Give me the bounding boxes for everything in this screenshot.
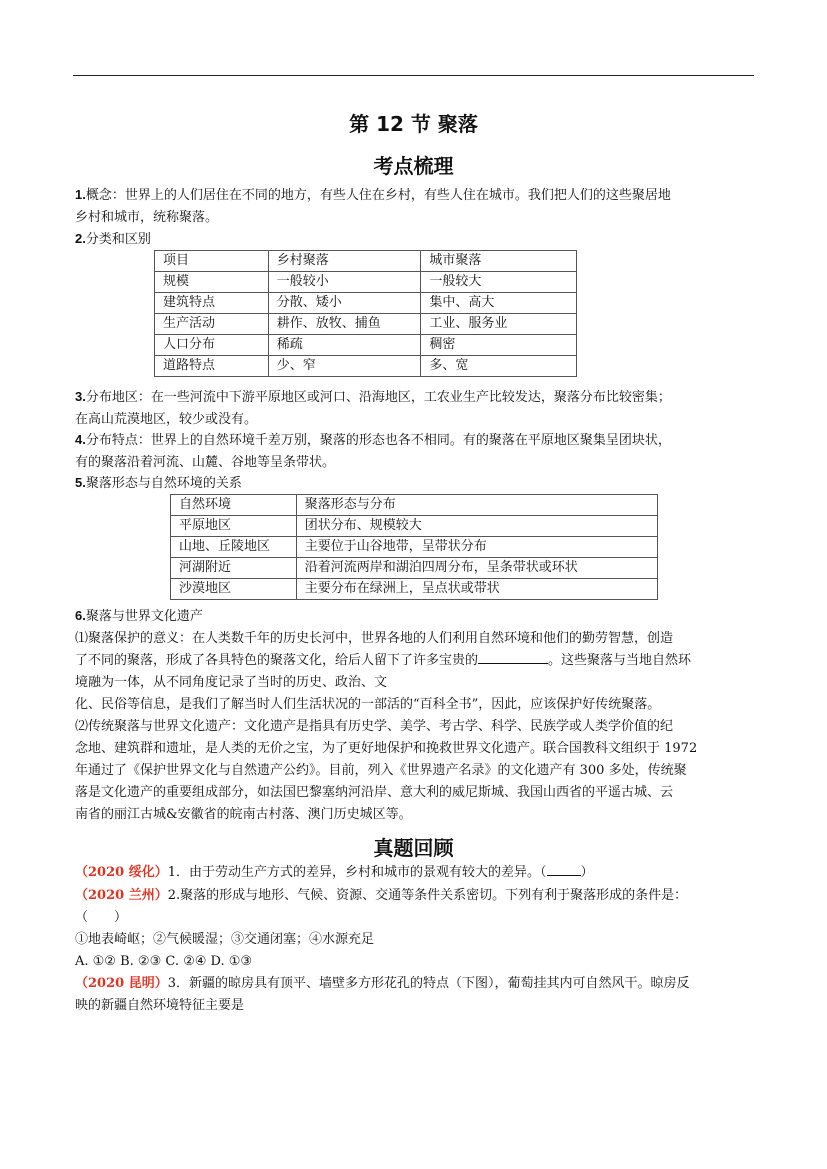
- paragraph-text: 聚落形态与自然环境的关系: [85, 476, 242, 491]
- paragraph-text: 乡村和城市，统称聚落。: [75, 210, 219, 225]
- table-cell: 沙漠地区: [171, 579, 297, 600]
- paragraph-text: 分布地区：在一些河流中下游平原地区或河口、沿海地区，工农业生产比较发达，聚落分布比较密集；: [85, 390, 671, 405]
- question-text: 1．由于劳动生产方式的差异，乡村和城市的景观有较大的差异。（: [167, 865, 547, 880]
- table-row: [155, 272, 577, 293]
- paragraph-3: [75, 386, 755, 431]
- paragraph-5: [75, 472, 755, 495]
- table-cell: 工业、服务业: [421, 314, 577, 335]
- question-text: 3．新疆的晾房具有顶平、墙壁多方形花孔的特点（下图），葡萄挂其内可自然风干。晾房反: [167, 976, 690, 991]
- section-title-zhenti: 真题回顾: [373, 836, 454, 860]
- table-cell: 建筑特点: [155, 293, 269, 314]
- table-cell: 山地、丘陵地区: [171, 537, 297, 558]
- question-text: ）: [580, 865, 594, 880]
- table-cell: 主要位于山谷地带，呈带状分布: [296, 537, 657, 558]
- paragraph-text: 聚落与世界文化遗产: [85, 609, 203, 624]
- question-2: [75, 885, 755, 973]
- paragraph-6: [75, 605, 755, 628]
- section-title-kaodian: 考点梳理: [373, 154, 454, 178]
- table-row: [171, 516, 658, 537]
- paragraph-1: [75, 184, 755, 229]
- table-cell: 平原地区: [171, 516, 297, 537]
- table-cell: 一般较大: [421, 272, 577, 293]
- item-number: 6.: [75, 608, 86, 623]
- paragraph-4: [75, 429, 755, 474]
- table-cell: 集中、高大: [421, 293, 577, 314]
- header-rule: [73, 75, 754, 76]
- text-line: 化、民俗等信息，是我们了解当时人们生活状况的一部活的“百科全书”，因此，应该保护好传统聚落。: [75, 697, 661, 712]
- table-header-cell: 城市聚落: [421, 251, 577, 272]
- paragraph-text: 有的聚落沿着河流、山麓、谷地等呈条带状。: [75, 455, 336, 470]
- text-line: 了不同的聚落，形成了各具特色的聚落文化，给后人留下了许多宝贵的: [75, 653, 479, 668]
- question-options: ①地表崎岖；②气候暖湿；③交通闭塞；④水源充足: [75, 932, 375, 947]
- question-3: [75, 973, 755, 1017]
- comparison-table: [154, 250, 577, 377]
- text-line: 南省的丽江古城&安徽省的皖南古村落、澳门历史城区等。: [75, 807, 412, 822]
- paragraph-text: 分布特点：世界上的自然环境千差万别，聚落的形态也各不相同。有的聚落在平原地区聚集呈团块状，: [85, 433, 671, 448]
- table-header-cell: 聚落形态与分布: [296, 495, 657, 516]
- item-number: 4.: [75, 432, 86, 447]
- table-cell: 分散、矮小: [268, 293, 421, 314]
- environment-table: [170, 494, 658, 600]
- table-cell: 一般较小: [268, 272, 421, 293]
- page-title: 第 12 节 聚落: [349, 112, 478, 136]
- table-cell: 少、窄: [268, 356, 421, 377]
- item-number: 2.: [75, 231, 86, 246]
- table-row: [171, 537, 658, 558]
- table-header-cell: 自然环境: [171, 495, 297, 516]
- paragraph-6a: [75, 628, 755, 716]
- paragraph-6b: [75, 716, 755, 826]
- table-cell: 多、宽: [421, 356, 577, 377]
- table-cell: 河湖附近: [171, 558, 297, 579]
- table-cell: 沿着河流两岸和湖泊四周分布，呈条带状或环状: [296, 558, 657, 579]
- item-number: 5.: [75, 475, 86, 490]
- table-cell: 人口分布: [155, 335, 269, 356]
- text-line: ⑵传统聚落与世界文化遗产：文化遗产是指具有历史学、美学、考古学、科学、民族学或人类学价值的纪: [75, 719, 674, 734]
- question-source-tag: （2020 绥化）: [75, 865, 168, 880]
- table-cell: 耕作、放牧、捕鱼: [268, 314, 421, 335]
- paragraph-text: 分类和区别: [85, 232, 151, 247]
- table-cell: 稠密: [421, 335, 577, 356]
- item-number: 1.: [75, 187, 86, 202]
- text-line: 落是文化遗产的重要组成部分，如法国巴黎塞纳河沿岸、意大利的威尼斯城、我国山西省的平遥古城、云: [75, 785, 674, 800]
- table-cell: 规模: [155, 272, 269, 293]
- paragraph-text: 概念：世界上的人们居住在不同的地方，有些人住在乡村，有些人住在城市。我们把人们的这些聚居地: [85, 188, 671, 203]
- text-line: 年通过了《保护世界文化与自然遗产公约》。目前，列入《世界遗产名录》的文化遗产有 300 多处，传统聚: [75, 763, 687, 778]
- table-header-cell: 项目: [155, 251, 269, 272]
- table-row: [171, 579, 658, 600]
- table-row: [155, 314, 577, 335]
- question-1: [75, 862, 755, 884]
- table-cell: 稀疏: [268, 335, 421, 356]
- table-row: [155, 356, 577, 377]
- table-row: [155, 293, 577, 314]
- item-number: 3.: [75, 389, 86, 404]
- paragraph-2: [75, 228, 755, 251]
- text-line: 念地、建筑群和遗址，是人类的无价之宝，为了更好地保护和挽救世界文化遗产。联合国教科文组织于 1972: [75, 741, 698, 756]
- question-source-tag: （2020 兰州）: [75, 888, 168, 903]
- answer-paren[interactable]: （ ）: [75, 910, 128, 925]
- question-choices: A. ①② B. ②③ C. ②④ D. ①③: [75, 954, 253, 969]
- question-text: 映的新疆自然环境特征主要是: [75, 998, 245, 1013]
- table-row: [171, 495, 658, 516]
- paragraph-text: 在高山荒漠地区，较少或没有。: [75, 412, 258, 427]
- text-line: 境融为一体，从不同角度记录了当时的历史、政治、文: [75, 675, 388, 690]
- question-source-tag: （2020 昆明）: [75, 976, 168, 991]
- table-row: [155, 335, 577, 356]
- table-cell: 团状分布、规模较大: [296, 516, 657, 537]
- table-row: [155, 251, 577, 272]
- question-text: 2.聚落的形成与地形、气候、资源、交通等条件关系密切。下列有利于聚落形成的条件是：: [167, 888, 688, 903]
- text-line: ⑴聚落保护的意义：在人类数千年的历史长河中，世界各地的人们利用自然环境和他们的勤劳智慧，创造: [75, 631, 674, 646]
- table-cell: 主要分布在绿洲上，呈点状或带状: [296, 579, 657, 600]
- text-line: 。这些聚落与当地自然环: [548, 653, 692, 668]
- table-row: [171, 558, 658, 579]
- answer-blank[interactable]: [547, 863, 581, 876]
- table-cell: 生产活动: [155, 314, 269, 335]
- table-header-cell: 乡村聚落: [268, 251, 421, 272]
- fill-blank[interactable]: [478, 650, 548, 664]
- table-cell: 道路特点: [155, 356, 269, 377]
